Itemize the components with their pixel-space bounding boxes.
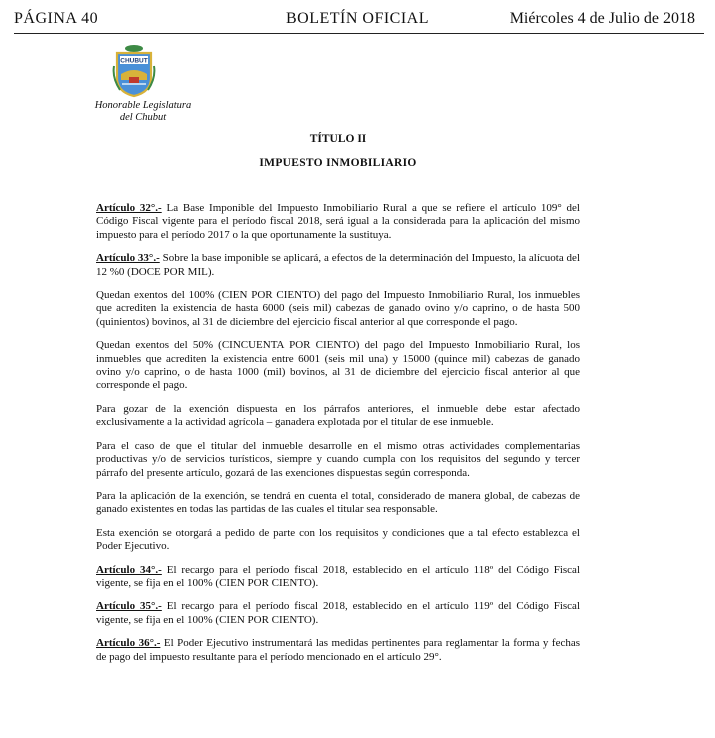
article-label: Artículo 34°.- bbox=[96, 563, 162, 576]
title-heading: IMPUESTO INMOBILIARIO bbox=[259, 157, 417, 169]
article-36-paragraph bbox=[96, 637, 580, 664]
caption-line-1: Honorable Legislatura bbox=[94, 100, 192, 111]
paragraph-text: Para gozar de la exención dispuesta en los párrafos anteriores, el inmueble debe estar afectado exclusivamente a la actividad agrícola – ganadera explotada por el titular de ese inmueble. bbox=[96, 402, 580, 429]
publication-date: Miércoles 4 de Julio de 2018 bbox=[509, 10, 695, 27]
emblem-caption bbox=[88, 100, 198, 124]
article-32-paragraph bbox=[96, 202, 580, 242]
article-34-paragraph bbox=[96, 564, 580, 591]
complementary-activities-paragraph bbox=[96, 440, 580, 480]
exemption-100-paragraph bbox=[96, 289, 580, 329]
request-paragraph bbox=[96, 527, 580, 554]
paragraph-text: Esta exención se otorgará a pedido de parte con los requisitos y condiciones que a tal efecto establezca el Poder Ejecutivo. bbox=[96, 526, 580, 553]
article-label: Artículo 36°.- bbox=[96, 637, 161, 650]
paragraph-text: Para el caso de que el titular del inmueble desarrolle en el mismo otras actividades complementarias productivas y/o de servicios turísticos, siempre y cuando cumpla con los requisitos del segundo y tercer párrafo del presente artículo, gozará de las exenciones dispuestas según corresponda. bbox=[96, 439, 580, 479]
crest-label: CHUBUT bbox=[120, 57, 148, 65]
global-count-paragraph bbox=[96, 490, 580, 517]
paragraph-text: Quedan exentos del 50% (CINCUENTA POR CIENTO) del pago del Impuesto Inmobiliario Rural, los inmuebles que acrediten la existencia entre 6001 (seis mil una) y 15000 (quince mil) cabezas de ganado ovino y/o caprino, o de hasta 1000 (mil) bovinos, al 31 de diciembre del ejercicio fiscal anterior al que corresponde el pago. bbox=[96, 339, 580, 392]
paragraph-text: Quedan exentos del 100% (CIEN POR CIENTO) del pago del Impuesto Inmobiliario Rural, los inmuebles que acrediten la existencia de hasta 6000 (seis mil) cabezas de ganado ovino y/o caprino, o de hasta 500 (quinientos) bovinos, al 31 de diciembre del ejercicio fiscal anterior al que corresponde el pago. bbox=[96, 289, 580, 328]
header-rule bbox=[14, 33, 704, 34]
chubut-crest-icon bbox=[112, 44, 156, 98]
paragraph-text: El recargo para el período fiscal 2018, establecido en el artículo 119º del Código Fiscal vigente, se fija en el 100% (CIEN POR CIENTO). bbox=[96, 600, 581, 626]
paragraph-text: Para la aplicación de la exención, se tendrá en cuenta el total, considerado de manera global, de cabezas de ganado existentes en todas las partidas de las cuales el titular sea responsable. bbox=[96, 489, 580, 516]
article-label: Artículo 32°.- bbox=[96, 202, 162, 214]
document-body bbox=[96, 202, 580, 674]
paragraph-text: El recargo para el período fiscal 2018, establecido en el artículo 118º del Código Fiscal vigente, se fija en el 100% (CIEN POR CIENTO). bbox=[96, 563, 581, 589]
paragraph-text: Sobre la base imponible se aplicará, a efectos de la determinación del Impuesto, la alícuota del 12 %0 (DOCE POR MIL). bbox=[96, 252, 580, 278]
exemption-condition-paragraph bbox=[96, 403, 580, 430]
article-label: Artículo 33°.- bbox=[96, 252, 160, 265]
page-header bbox=[0, 0, 715, 34]
article-33-paragraph bbox=[96, 252, 580, 279]
publication-title: BOLETÍN OFICIAL bbox=[285, 10, 430, 27]
title-number: TÍTULO II bbox=[309, 133, 367, 145]
paragraph-text: El Poder Ejecutivo instrumentará las medidas pertinentes para reglamentar la forma y fechas de pago del impuesto resultante para el período mencionado en el artículo 29°. bbox=[96, 637, 580, 663]
article-label: Artículo 35°.- bbox=[96, 600, 162, 613]
paragraph-text: La Base Imponible del Impuesto Inmobiliario Rural a que se refiere el artículo 109° del Código Fiscal vigente para el período fiscal 2018, será igual a la considerada para la aplicación del mismo impuesto para el período 2017 o la que oportunamente la sustituya. bbox=[96, 202, 580, 241]
article-35-paragraph bbox=[96, 600, 580, 627]
caption-line-2: del Chubut bbox=[119, 112, 167, 123]
page-number: PÁGINA 40 bbox=[14, 10, 99, 27]
exemption-50-paragraph bbox=[96, 339, 580, 393]
